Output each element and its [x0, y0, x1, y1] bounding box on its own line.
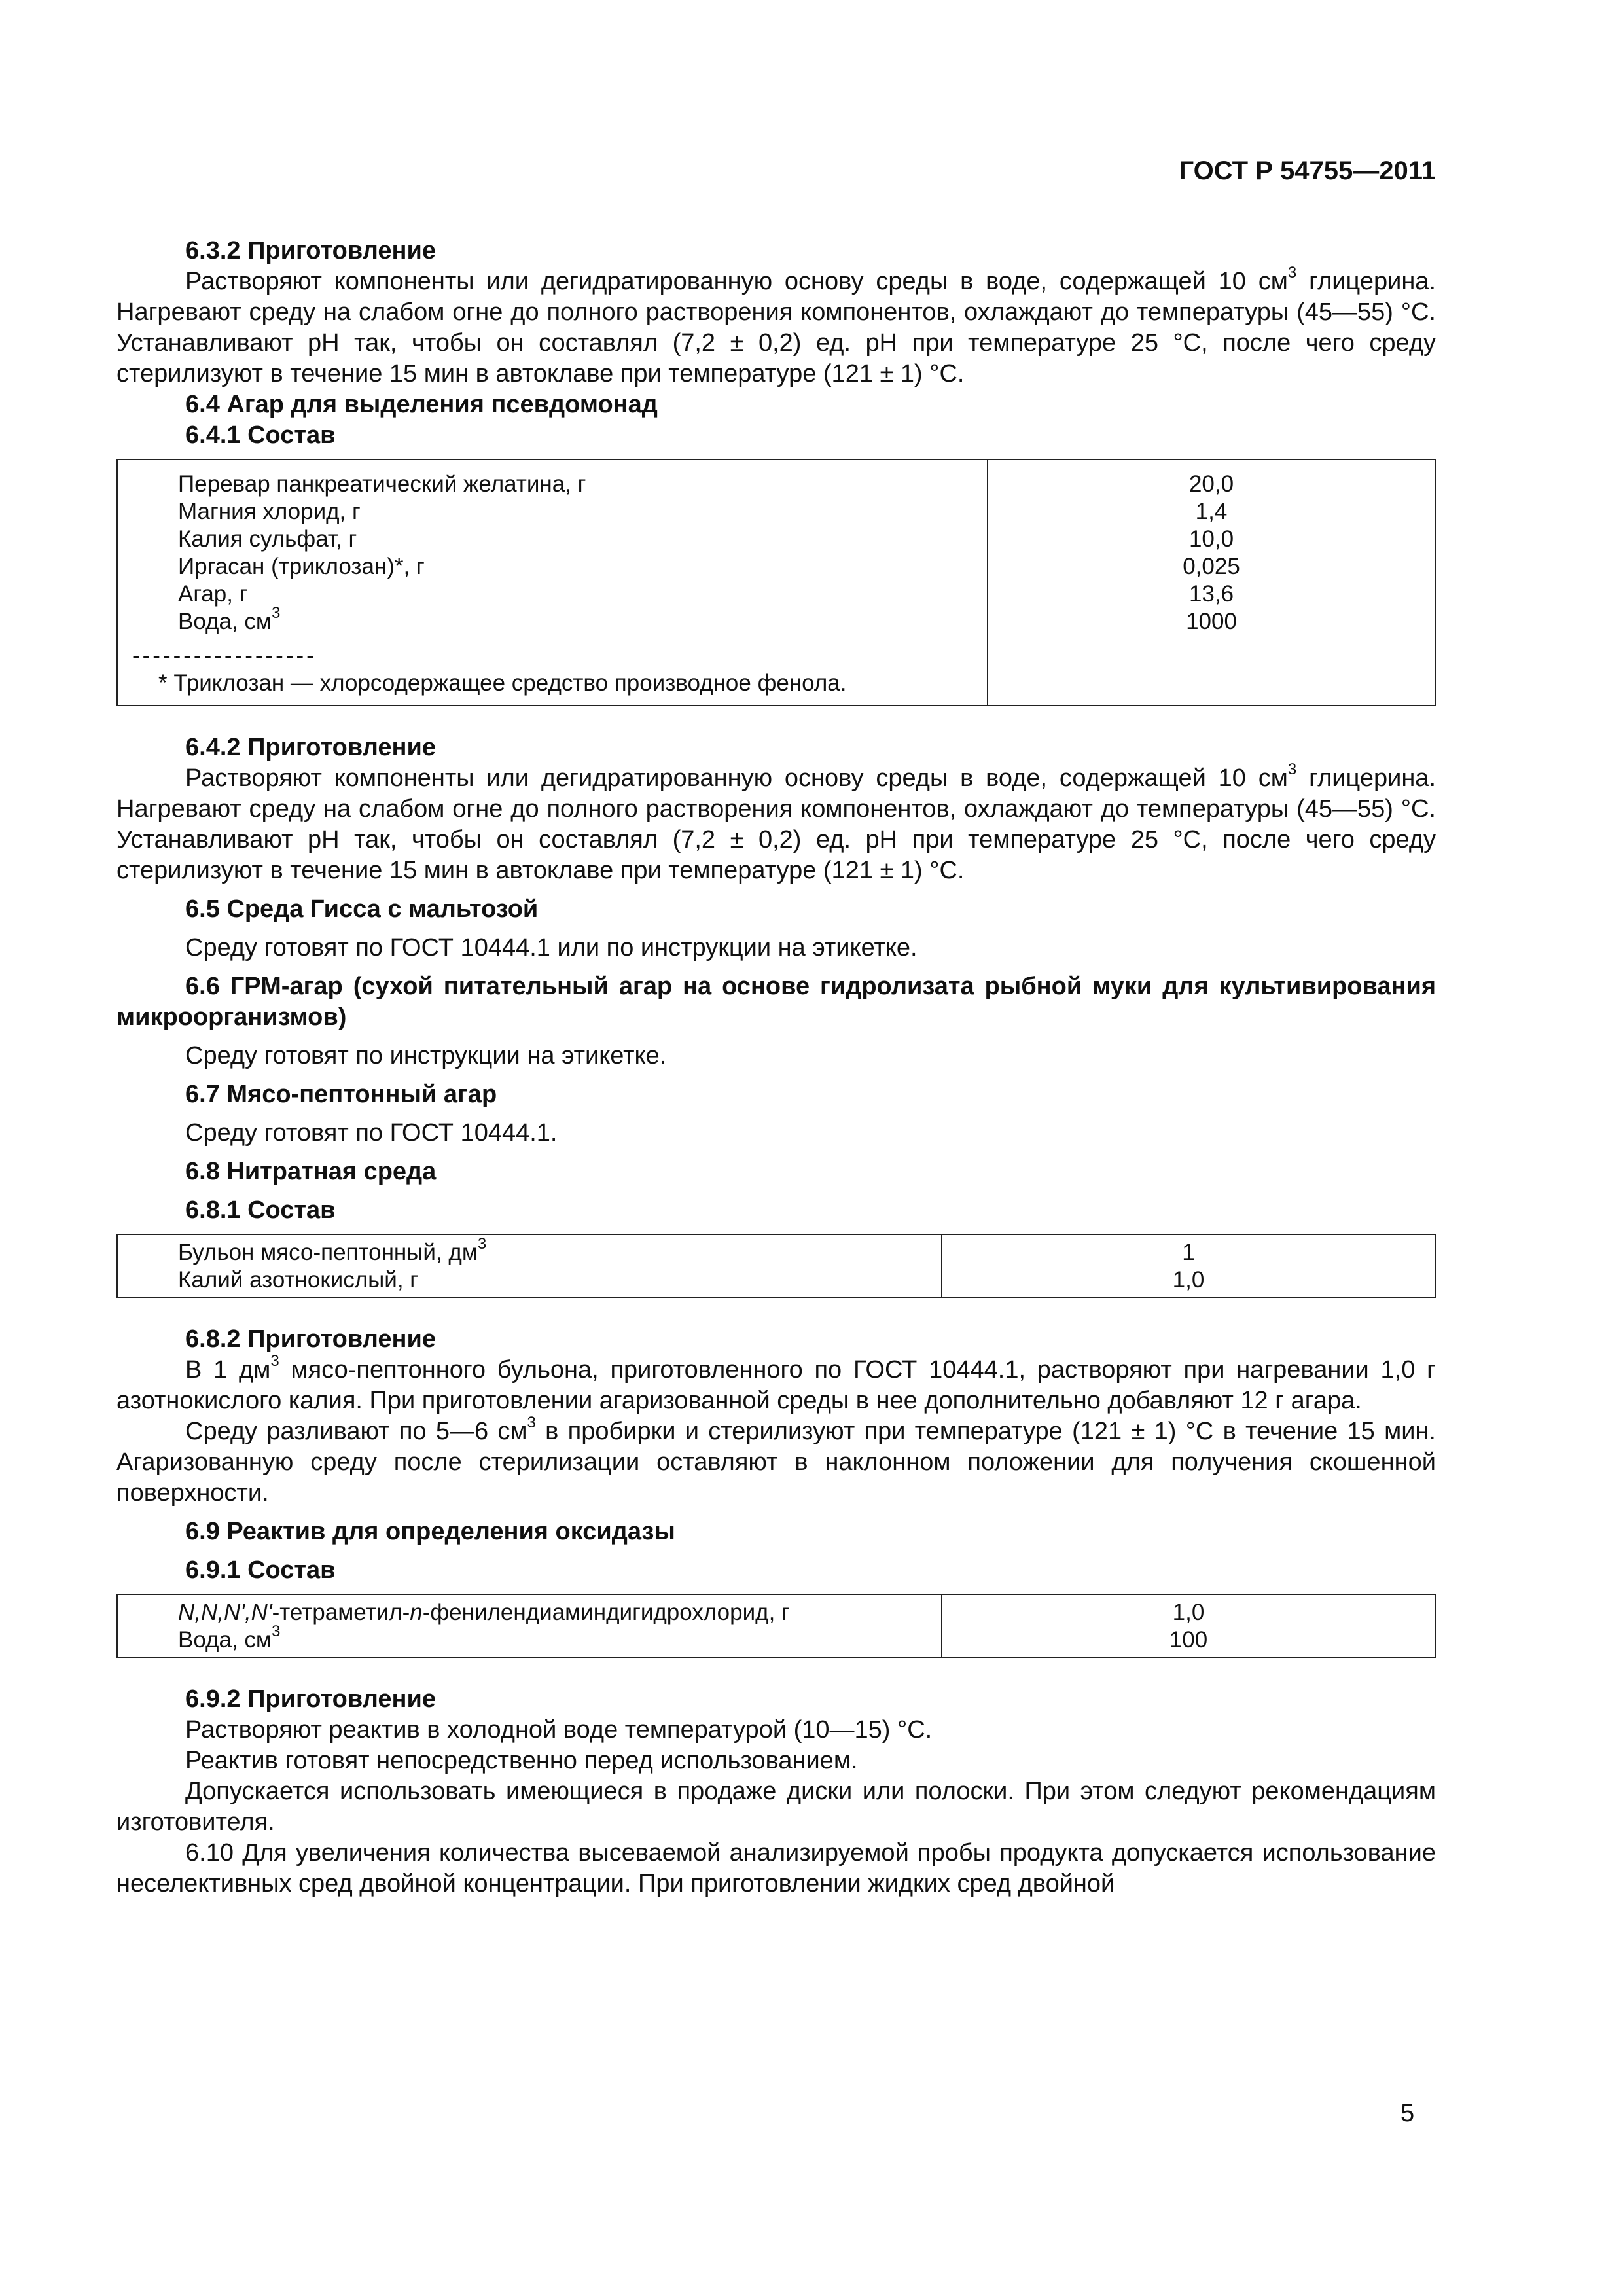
heading-6-5: 6.5 Среда Гисса с мальтозой	[185, 895, 539, 923]
heading-6-6: 6.6 ГРМ-агар (сухой питательный агар на основе гидролизата рыбной муки для культивирования микроорганизмов)	[116, 973, 1436, 1031]
heading-6-4-1: 6.4.1 Состав	[185, 422, 336, 449]
amount-value: 1000	[1186, 609, 1237, 634]
amounts-column	[988, 459, 1435, 706]
ingredients-column	[117, 1234, 942, 1297]
paragraph-6-9-2-c: Допускается использовать имеющиеся в продаже диски или полоски. При этом следуют рекомендациям изготовителя.	[116, 1778, 1436, 1836]
amount-value: 13,6	[1188, 581, 1234, 607]
page-number: 5	[1400, 2100, 1415, 2127]
ingredient-row: N,N,N',N'-тетраметил-n-фенилендиаминдигидрохлорид, г	[178, 1600, 790, 1625]
paragraph-6-8-2-b: Среду разливают по 5—6 $см^3$ в пробирки и стерилизуют при температуре (121 ± 1) °С в течение 15 мин. Агаризованную среду после стерилизации оставляют в наклонном положении для получения скошенной поверхности.	[116, 1414, 1436, 1507]
ingredient-row: Перевар панкреатический желатина, г	[178, 471, 586, 497]
amount-value: 1,0	[1172, 1267, 1205, 1293]
table-footnote: * Триклозан — хлорсодержащее средство производное фенола.	[158, 670, 847, 696]
heading-6-9-2: 6.9.2 Приготовление	[185, 1685, 436, 1713]
ingredient-row: Бульон мясо-пептонный, $дм^3$	[178, 1235, 487, 1265]
composition-table-6-9-1	[116, 1594, 1436, 1658]
paragraph-6-9-2-a: Растворяют реактив в холодной воде температурой (10—15) °С.	[185, 1716, 933, 1744]
amount-value: 1,4	[1195, 499, 1228, 524]
paragraph-6-6: Среду готовят по инструкции на этикетке.	[185, 1042, 667, 1069]
paragraph-6-8-2-a: В 1 $дм^3$ мясо-пептонного бульона, приготовленного по ГОСТ 10444.1, растворяют при нагревании 1,0 г азотнокислого калия. При приготовлении агаризованной среды в нее дополнительно добавляют 12 г агара.	[116, 1352, 1436, 1414]
amounts-column	[942, 1234, 1435, 1297]
paragraph-6-7: Среду готовят по ГОСТ 10444.1.	[185, 1119, 558, 1147]
ingredient-row: Калий азотнокислый, г	[178, 1267, 419, 1293]
ingredient-row: Вода, $см^3$	[178, 604, 281, 634]
heading-6-7: 6.7 Мясо-пептонный агар	[185, 1081, 497, 1108]
footnote-divider: ------------------	[132, 643, 317, 668]
ingredient-row: Вода, $см^3$	[178, 1623, 281, 1653]
ingredient-row: Магния хлорид, г	[178, 499, 361, 524]
heading-6-3-2: 6.3.2 Приготовление	[185, 237, 436, 264]
paragraph-6-10: 6.10 Для увеличения количества высеваемой анализируемой пробы продукта допускается использование неселективных сред двойной концентрации. При приготовлении жидких сред двойной	[116, 1839, 1436, 1897]
amounts-column	[942, 1594, 1435, 1657]
paragraph-6-3-2: Растворяют компоненты или дегидратированную основу среды в воде, содержащей 10 $см^3$ глицерина. Нагревают среду на слабом огне до полного растворения компонентов, охлаждают до температуры (45—55) °С. Устанавливают pH так, чтобы он составлял (7,2 ± 0,2) ед. pH при температуре 25 °С, после чего среду стерилизуют в течение 15 мин в автоклаве при температуре (121 ± 1) °С.	[116, 264, 1436, 387]
paragraph-6-9-2-b: Реактив готовят непосредственно перед использованием.	[185, 1747, 858, 1774]
document-page	[116, 0, 1436, 1899]
amount-value: 100	[1169, 1627, 1208, 1653]
paragraph-6-4-2: Растворяют компоненты или дегидратированную основу среды в воде, содержащей 10 $см^3$ глицерина. Нагревают среду на слабом огне до полного растворения компонентов, охлаждают до температуры (45—55) °С. Устанавливают pH так, чтобы он составлял (7,2 ± 0,2) ед. pH при температуре 25 °С, после чего среду стерилизуют в течение 15 мин в автоклаве при температуре (121 ± 1) °С.	[116, 761, 1436, 884]
ingredients-column	[117, 1594, 942, 1657]
heading-6-4-2: 6.4.2 Приготовление	[185, 734, 436, 761]
composition-table-6-4-1	[116, 459, 1436, 706]
amount-value: 10,0	[1188, 526, 1234, 552]
composition-table-6-8-1	[116, 1234, 1436, 1298]
paragraph-6-5: Среду готовят по ГОСТ 10444.1 или по инструкции на этикетке.	[185, 934, 918, 961]
amount-value: 1	[1182, 1240, 1195, 1265]
ingredient-row: Калия сульфат, г	[178, 526, 357, 552]
heading-6-8: 6.8 Нитратная среда	[185, 1158, 437, 1185]
heading-6-4: 6.4 Агар для выделения псевдомонад	[185, 391, 658, 418]
document-code: ГОСТ Р 54755—2011	[1179, 156, 1436, 185]
ingredients-column	[117, 459, 988, 706]
heading-6-8-2: 6.8.2 Приготовление	[185, 1325, 436, 1353]
ingredient-row: Иргасан (триклозан)*, г	[178, 554, 425, 579]
heading-6-9: 6.9 Реактив для определения оксидазы	[185, 1518, 675, 1545]
amount-value: 20,0	[1188, 471, 1234, 497]
ingredient-row: Агар, г	[178, 581, 248, 607]
heading-6-8-1: 6.8.1 Состав	[185, 1196, 336, 1224]
amount-value: 0,025	[1183, 554, 1240, 579]
amount-value: 1,0	[1172, 1600, 1205, 1625]
heading-6-9-1: 6.9.1 Состав	[185, 1556, 336, 1584]
